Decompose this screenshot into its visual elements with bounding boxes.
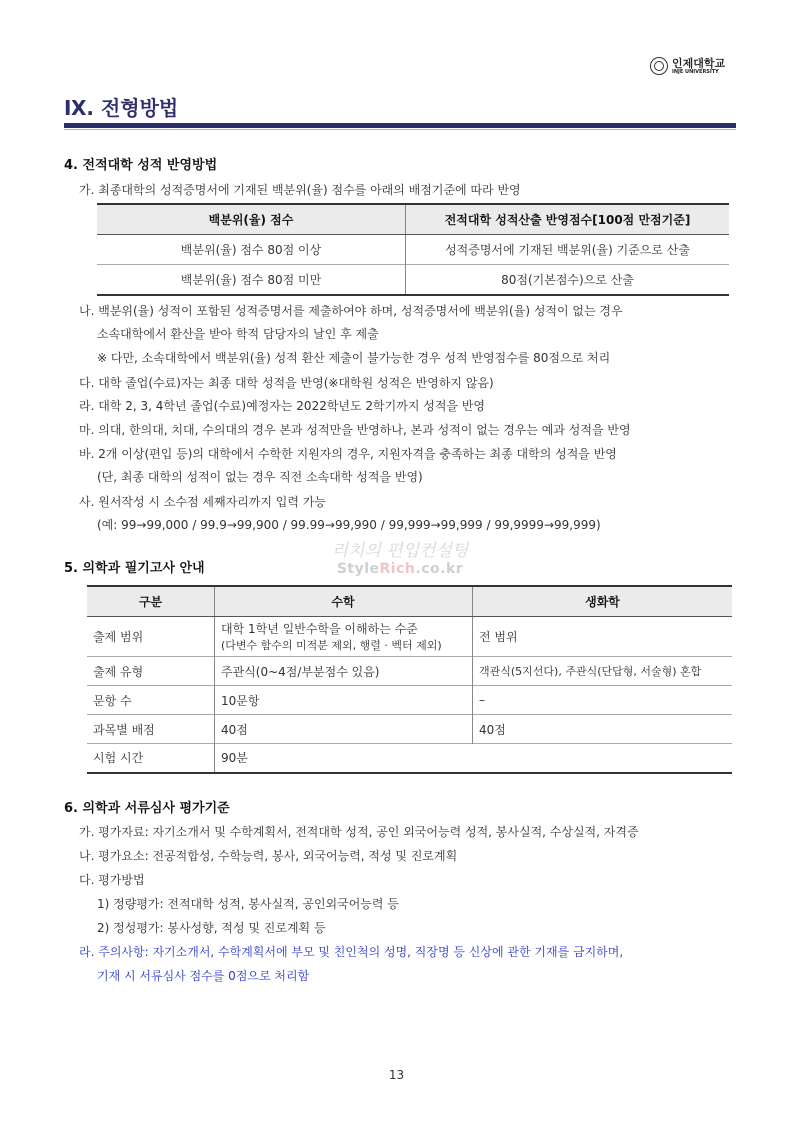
table-row [87, 657, 732, 686]
t2-bio-cell: – [473, 686, 733, 715]
logo-name-ko: 인제대학교 [672, 56, 726, 70]
s4-item-na-1: 나. 백분위(율) 성적이 포함된 성적증명서를 제출하여야 하며, 성적증명서에 백분위(율) 성적이 없는 경우 [79, 304, 623, 318]
t2-header-category: 구분 [87, 586, 215, 617]
s4-item-ra: 라. 대학 2, 3, 4학년 졸업(수료)예정자는 2022학년도 2학기까지 성적을 반영 [79, 399, 486, 413]
t2-row-label: 출제 유형 [87, 657, 215, 686]
s4-item-sa-2: (예: 99→99,000 / 99.9→99,900 / 99.99→99,990 / 99,999→99,999 / 99,9999→99,999) [97, 518, 601, 532]
table-row [87, 744, 732, 773]
t1-header-percentile: 백분위(율) 점수 [97, 204, 406, 235]
s6-item-na: 나. 평가요소: 전공적합성, 수학능력, 봉사, 외국어능력, 적성 및 진로계획 [79, 849, 458, 863]
s6-notice-1: 라. 주의사항: 자기소개서, 수학계획서에 부모 및 친인척의 성명, 직장명 등 신상에 관한 기재를 금지하며, [79, 945, 624, 959]
t2-bio-cell: 40점 [473, 715, 733, 744]
watermark-ko: 리치의 편입컨설팅 [331, 541, 469, 561]
t2-row-label: 출제 범위 [87, 617, 215, 657]
t1-cell: 80점(기본점수)으로 산출 [406, 265, 730, 296]
section-5-title: 5. 의학과 필기고사 안내 [64, 561, 205, 576]
s6-item-da-1: 1) 정량평가: 전적대학 성적, 봉사실적, 공인외국어능력 등 [97, 897, 399, 911]
table-row [97, 235, 729, 265]
page-number: 13 [388, 1068, 405, 1082]
t2-math-cell: 주관식(0~4점/부분점수 있음) [215, 657, 473, 686]
score-conversion-table [97, 203, 729, 296]
table-row [87, 686, 732, 715]
t1-cell: 백분위(율) 점수 80점 이상 [97, 235, 406, 265]
table-row [87, 715, 732, 744]
s4-item-sa-1: 사. 원서작성 시 소수점 세째자리까지 입력 가능 [79, 495, 326, 509]
title-rule [64, 123, 736, 128]
s6-item-da: 다. 평가방법 [79, 873, 145, 887]
s6-item-ga: 가. 평가자료: 자기소개서 및 수학계획서, 전적대학 성적, 공인 외국어능력 성적, 봉사실적, 수상실적, 자격증 [79, 825, 639, 839]
t2-math-line-1: 대학 1학년 일반수학을 이해하는 수준 [221, 622, 418, 636]
t2-header-biochem: 생화학 [473, 586, 733, 617]
t2-row-label: 과목별 배점 [87, 715, 215, 744]
table-row [97, 265, 729, 296]
title-rule-thin [64, 129, 736, 130]
written-exam-table [87, 585, 732, 774]
watermark-en: StyleRich.co.kr [336, 561, 464, 577]
t2-merged-cell: 90분 [215, 744, 733, 773]
s4-item-na-2: 소속대학에서 환산을 받아 학적 담당자의 날인 후 제출 [97, 327, 379, 341]
t2-row-label: 시험 시간 [87, 744, 215, 773]
t2-bio-cell: 객관식(5지선다), 주관식(단답형, 서술형) 혼합 [473, 657, 733, 686]
s4-item-da: 다. 대학 졸업(수료)자는 최종 대학 성적을 반영(※대학원 성적은 반영하지 않음) [79, 376, 494, 390]
table-row [87, 617, 732, 657]
t1-header-score: 전적대학 성적산출 반영점수[100점 만점기준] [406, 204, 730, 235]
t2-math-cell: 40점 [215, 715, 473, 744]
section-4-title: 4. 전적대학 성적 반영방법 [64, 158, 218, 173]
t2-bio-cell: 전 범위 [473, 617, 733, 657]
s6-item-da-2: 2) 정성평가: 봉사성향, 적성 및 진로계획 등 [97, 921, 326, 935]
s4-item-ba-1: 바. 2개 이상(편입 등)의 대학에서 수학한 지원자의 경우, 지원자격을 충족하는 최종 대학의 성적을 반영 [79, 447, 617, 461]
university-seal-icon [650, 57, 668, 75]
s4-item-ba-2: (단, 최종 대학의 성적이 없는 경우 직전 소속대학 성적을 반영) [97, 470, 423, 484]
t2-math-line-2: (다변수 함수의 미적분 제외, 행렬 · 벡터 제외) [221, 639, 442, 652]
t1-cell: 성적증명서에 기재된 백분위(율) 기준으로 산출 [406, 235, 730, 265]
logo-name-en: INJE UNIVERSITY [672, 68, 719, 75]
s4-item-ma: 마. 의대, 한의대, 치대, 수의대의 경우 본과 성적만을 반영하나, 본과 성적이 없는 경우는 예과 성적을 반영 [79, 423, 631, 437]
t1-cell: 백분위(율) 점수 80점 미만 [97, 265, 406, 296]
s6-notice-2: 기재 시 서류심사 점수를 0점으로 처리함 [97, 969, 310, 983]
university-logo [650, 57, 725, 75]
s4-item-na-note: ※ 다만, 소속대학에서 백분위(율) 성적 환산 제출이 불가능한 경우 성적 반영점수를 80점으로 처리 [97, 351, 611, 365]
chapter-title: Ⅸ. 전형방법 [64, 96, 179, 120]
t2-header-math: 수학 [215, 586, 473, 617]
s4-item-ga: 가. 최종대학의 성적증명서에 기재된 백분위(율) 점수를 아래의 배점기준에 따라 반영 [79, 183, 521, 197]
t2-row-label: 문항 수 [87, 686, 215, 715]
watermark [325, 536, 475, 577]
t2-math-cell [215, 617, 473, 657]
t2-math-cell: 10문항 [215, 686, 473, 715]
section-6-title: 6. 의학과 서류심사 평가기준 [64, 801, 230, 816]
